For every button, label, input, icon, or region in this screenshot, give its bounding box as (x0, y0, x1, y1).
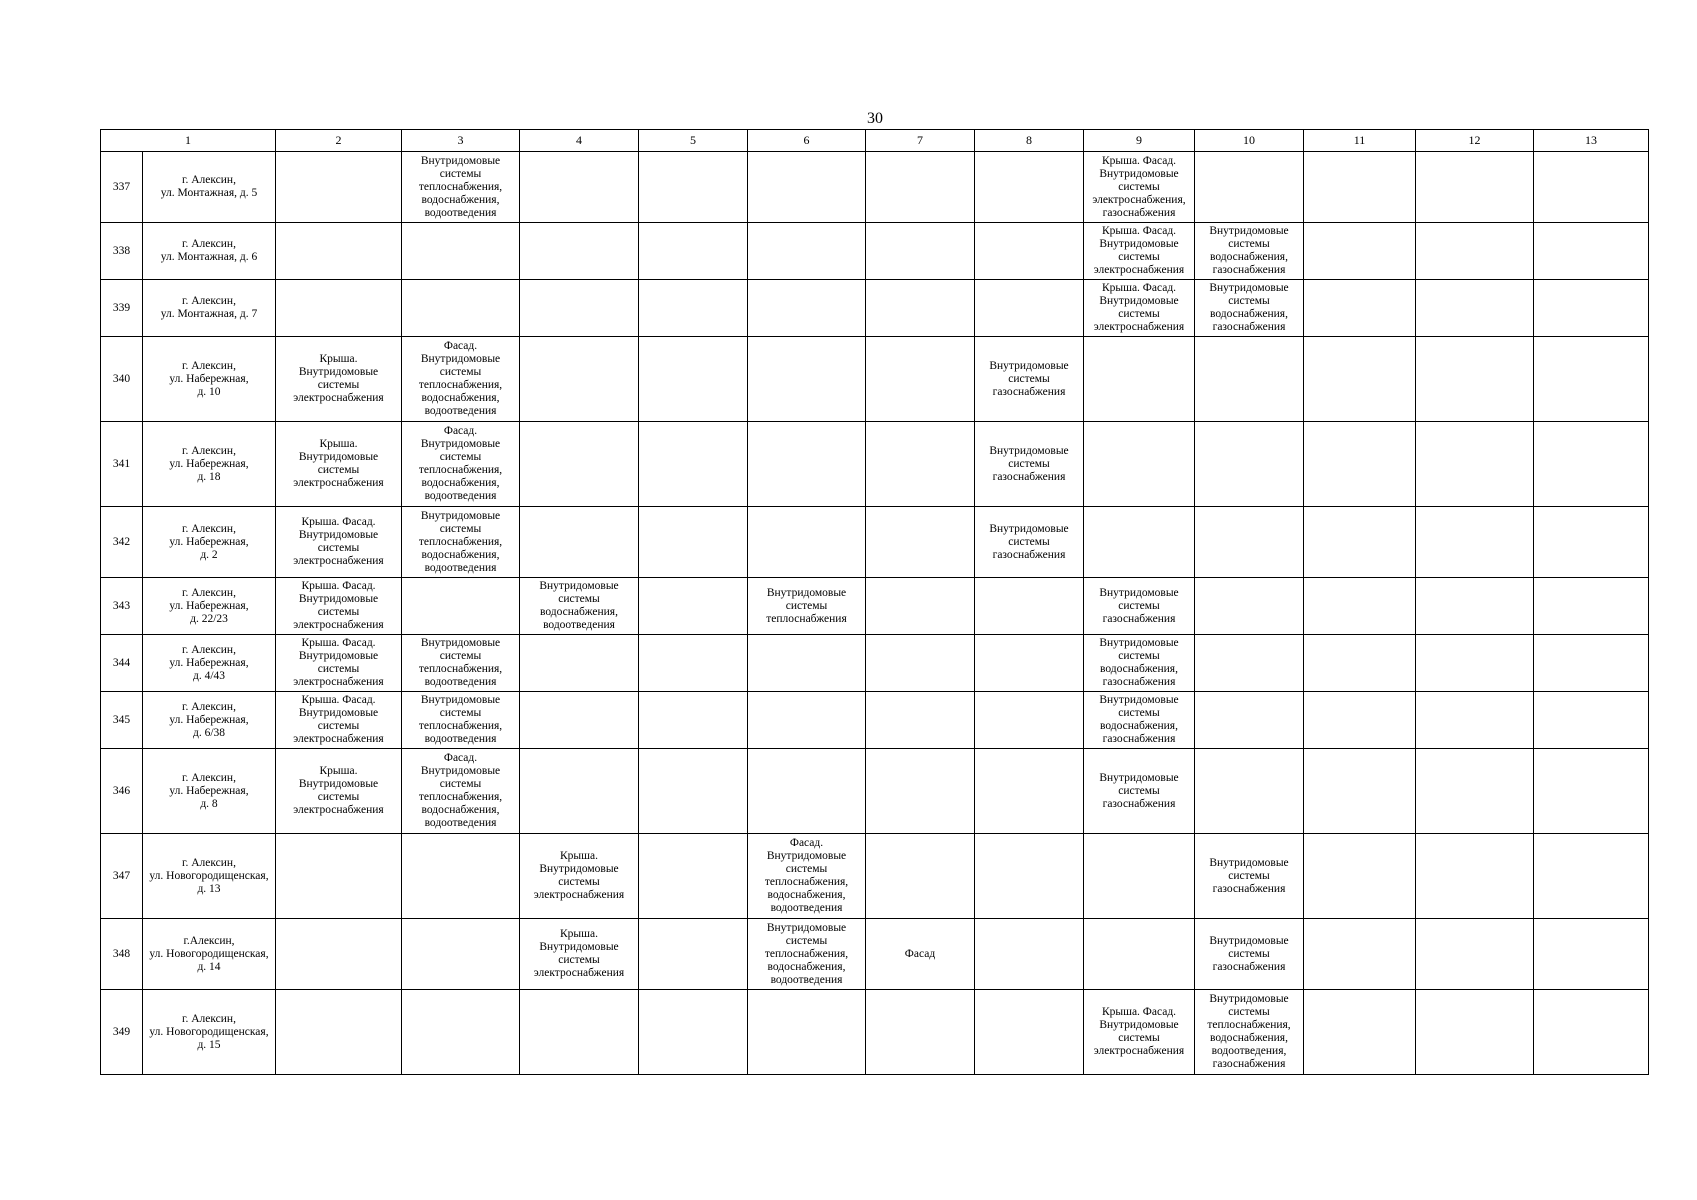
work-cell-col-8 (975, 692, 1084, 749)
work-cell-col-5 (639, 280, 748, 337)
work-cell-col-9: Внутридомовые системы газоснабжения (1084, 578, 1195, 635)
row-number: 338 (101, 223, 143, 280)
address-cell: г. Алексин, ул. Набережная, д. 8 (143, 749, 276, 834)
work-cell-col-9: Внутридомовые системы газоснабжения (1084, 749, 1195, 834)
column-header: 10 (1195, 130, 1304, 152)
table-row (101, 578, 1649, 635)
work-cell-col-12 (1416, 692, 1534, 749)
work-cell-col-4 (520, 635, 639, 692)
work-cell-col-5 (639, 919, 748, 990)
work-cell-col-12 (1416, 919, 1534, 990)
work-cell-col-9: Крыша. Фасад. Внутридомовые системы электроснабжения (1084, 223, 1195, 280)
work-cell-col-12 (1416, 507, 1534, 578)
work-cell-col-12 (1416, 578, 1534, 635)
work-cell-col-2: Крыша. Внутридомовые системы электроснабжения (276, 422, 402, 507)
work-cell-col-4 (520, 280, 639, 337)
work-cell-col-3 (402, 223, 520, 280)
work-cell-col-10: Внутридомовые системы газоснабжения (1195, 834, 1304, 919)
work-cell-col-3: Фасад. Внутридомовые системы теплоснабжения, водоснабжения, водоотведения (402, 749, 520, 834)
work-cell-col-10 (1195, 635, 1304, 692)
work-cell-col-13 (1534, 635, 1649, 692)
column-header: 9 (1084, 130, 1195, 152)
work-cell-col-13 (1534, 152, 1649, 223)
work-cell-col-7 (866, 152, 975, 223)
work-cell-col-13 (1534, 337, 1649, 422)
column-header: 4 (520, 130, 639, 152)
work-cell-col-10: Внутридомовые системы водоснабжения, газоснабжения (1195, 223, 1304, 280)
column-header: 11 (1304, 130, 1416, 152)
work-cell-col-3: Фасад. Внутридомовые системы теплоснабжения, водоснабжения, водоотведения (402, 422, 520, 507)
work-cell-col-5 (639, 507, 748, 578)
work-cell-col-7 (866, 507, 975, 578)
work-cell-col-6 (748, 280, 866, 337)
column-header: 1 (101, 130, 276, 152)
work-cell-col-5 (639, 578, 748, 635)
work-cell-col-5 (639, 422, 748, 507)
work-cell-col-7 (866, 422, 975, 507)
work-cell-col-3 (402, 919, 520, 990)
work-cell-col-12 (1416, 834, 1534, 919)
work-cell-col-4: Крыша. Внутридомовые системы электроснабжения (520, 834, 639, 919)
work-cell-col-5 (639, 337, 748, 422)
address-cell: г. Алексин, ул. Монтажная, д. 6 (143, 223, 276, 280)
work-cell-col-2 (276, 280, 402, 337)
work-cell-col-4 (520, 422, 639, 507)
work-cell-col-4 (520, 152, 639, 223)
work-cell-col-11 (1304, 635, 1416, 692)
work-cell-col-7 (866, 635, 975, 692)
address-cell: г.Алексин, ул. Новогородищенская, д. 14 (143, 919, 276, 990)
work-cell-col-6 (748, 223, 866, 280)
page-number: 30 (867, 110, 883, 127)
column-header: 6 (748, 130, 866, 152)
work-cell-col-5 (639, 223, 748, 280)
work-cell-col-7 (866, 834, 975, 919)
work-cell-col-11 (1304, 223, 1416, 280)
address-cell: г. Алексин, ул. Монтажная, д. 5 (143, 152, 276, 223)
work-cell-col-2 (276, 990, 402, 1075)
work-cell-col-3: Внутридомовые системы теплоснабжения, водоотведения (402, 635, 520, 692)
work-cell-col-7 (866, 337, 975, 422)
work-cell-col-6 (748, 990, 866, 1075)
work-cell-col-6: Фасад. Внутридомовые системы теплоснабжения, водоснабжения, водоотведения (748, 834, 866, 919)
work-cell-col-11 (1304, 152, 1416, 223)
work-cell-col-2: Крыша. Фасад. Внутридомовые системы электроснабжения (276, 692, 402, 749)
work-cell-col-9 (1084, 337, 1195, 422)
work-cell-col-7 (866, 280, 975, 337)
work-cell-col-10 (1195, 507, 1304, 578)
work-cell-col-7 (866, 578, 975, 635)
work-cell-col-10 (1195, 152, 1304, 223)
work-cell-col-11 (1304, 507, 1416, 578)
address-cell: г. Алексин, ул. Монтажная, д. 7 (143, 280, 276, 337)
work-cell-col-3 (402, 834, 520, 919)
work-cell-col-2 (276, 223, 402, 280)
work-cell-col-6 (748, 692, 866, 749)
work-cell-col-13 (1534, 578, 1649, 635)
address-cell: г. Алексин, ул. Набережная, д. 2 (143, 507, 276, 578)
work-cell-col-13 (1534, 692, 1649, 749)
work-cell-col-8 (975, 990, 1084, 1075)
work-cell-col-8 (975, 223, 1084, 280)
work-cell-col-6 (748, 507, 866, 578)
work-cell-col-2: Крыша. Фасад. Внутридомовые системы электроснабжения (276, 635, 402, 692)
work-cell-col-8 (975, 834, 1084, 919)
row-number: 349 (101, 990, 143, 1075)
work-cell-col-9: Крыша. Фасад. Внутридомовые системы электроснабжения (1084, 990, 1195, 1075)
table-row (101, 635, 1649, 692)
work-cell-col-8 (975, 635, 1084, 692)
table-row (101, 919, 1649, 990)
work-cell-col-10: Внутридомовые системы водоснабжения, газоснабжения (1195, 280, 1304, 337)
repair-schedule-table (100, 129, 1649, 1075)
work-cell-col-2: Крыша. Внутридомовые системы электроснабжения (276, 749, 402, 834)
work-cell-col-2 (276, 152, 402, 223)
work-cell-col-4 (520, 337, 639, 422)
work-cell-col-7: Фасад (866, 919, 975, 990)
work-cell-col-11 (1304, 578, 1416, 635)
work-cell-col-8 (975, 578, 1084, 635)
table-row (101, 152, 1649, 223)
row-number: 341 (101, 422, 143, 507)
column-header: 12 (1416, 130, 1534, 152)
row-number: 347 (101, 834, 143, 919)
work-cell-col-4 (520, 990, 639, 1075)
row-number: 344 (101, 635, 143, 692)
work-cell-col-6: Внутридомовые системы теплоснабжения, водоснабжения, водоотведения (748, 919, 866, 990)
work-cell-col-3: Фасад. Внутридомовые системы теплоснабжения, водоснабжения, водоотведения (402, 337, 520, 422)
work-cell-col-4: Внутридомовые системы водоснабжения, водоотведения (520, 578, 639, 635)
work-cell-col-7 (866, 990, 975, 1075)
work-cell-col-6 (748, 152, 866, 223)
work-cell-col-13 (1534, 919, 1649, 990)
work-cell-col-5 (639, 990, 748, 1075)
work-cell-col-10 (1195, 749, 1304, 834)
work-cell-col-6 (748, 422, 866, 507)
work-cell-col-10: Внутридомовые системы газоснабжения (1195, 919, 1304, 990)
work-cell-col-3 (402, 990, 520, 1075)
address-cell: г. Алексин, ул. Набережная, д. 18 (143, 422, 276, 507)
row-number: 348 (101, 919, 143, 990)
work-cell-col-2: Крыша. Внутридомовые системы электроснабжения (276, 337, 402, 422)
work-cell-col-12 (1416, 990, 1534, 1075)
work-cell-col-8: Внутридомовые системы газоснабжения (975, 422, 1084, 507)
work-cell-col-6: Внутридомовые системы теплоснабжения (748, 578, 866, 635)
work-cell-col-3: Внутридомовые системы теплоснабжения, водоснабжения, водоотведения (402, 507, 520, 578)
column-header: 5 (639, 130, 748, 152)
address-cell: г. Алексин, ул. Новогородищенская, д. 13 (143, 834, 276, 919)
work-cell-col-6 (748, 749, 866, 834)
work-cell-col-9: Крыша. Фасад. Внутридомовые системы электроснабжения (1084, 280, 1195, 337)
row-number: 340 (101, 337, 143, 422)
table-row (101, 749, 1649, 834)
work-cell-col-3: Внутридомовые системы теплоснабжения, водоотведения (402, 692, 520, 749)
work-cell-col-13 (1534, 834, 1649, 919)
work-cell-col-8 (975, 919, 1084, 990)
work-cell-col-4 (520, 749, 639, 834)
work-cell-col-12 (1416, 635, 1534, 692)
work-cell-col-10 (1195, 337, 1304, 422)
column-header: 8 (975, 130, 1084, 152)
column-header: 3 (402, 130, 520, 152)
work-cell-col-2 (276, 919, 402, 990)
work-cell-col-11 (1304, 749, 1416, 834)
work-cell-col-13 (1534, 507, 1649, 578)
work-cell-col-2: Крыша. Фасад. Внутридомовые системы электроснабжения (276, 507, 402, 578)
work-cell-col-13 (1534, 280, 1649, 337)
work-cell-col-9 (1084, 919, 1195, 990)
row-number: 339 (101, 280, 143, 337)
work-cell-col-4 (520, 223, 639, 280)
address-cell: г. Алексин, ул. Набережная, д. 6/38 (143, 692, 276, 749)
work-cell-col-11 (1304, 280, 1416, 337)
table-row (101, 337, 1649, 422)
row-number: 346 (101, 749, 143, 834)
table-row (101, 692, 1649, 749)
work-cell-col-10 (1195, 578, 1304, 635)
work-cell-col-11 (1304, 422, 1416, 507)
work-cell-col-13 (1534, 223, 1649, 280)
work-cell-col-12 (1416, 337, 1534, 422)
work-cell-col-4 (520, 692, 639, 749)
column-header: 13 (1534, 130, 1649, 152)
work-cell-col-6 (748, 337, 866, 422)
table-row (101, 223, 1649, 280)
row-number: 342 (101, 507, 143, 578)
work-cell-col-12 (1416, 152, 1534, 223)
work-cell-col-5 (639, 834, 748, 919)
work-cell-col-5 (639, 692, 748, 749)
work-cell-col-12 (1416, 223, 1534, 280)
work-cell-col-12 (1416, 749, 1534, 834)
work-cell-col-3 (402, 578, 520, 635)
work-cell-col-13 (1534, 422, 1649, 507)
work-cell-col-12 (1416, 280, 1534, 337)
table-row (101, 990, 1649, 1075)
work-cell-col-3: Внутридомовые системы теплоснабжения, водоснабжения, водоотведения (402, 152, 520, 223)
work-cell-col-13 (1534, 749, 1649, 834)
work-cell-col-5 (639, 152, 748, 223)
work-cell-col-7 (866, 749, 975, 834)
work-cell-col-5 (639, 749, 748, 834)
work-cell-col-12 (1416, 422, 1534, 507)
work-cell-col-13 (1534, 990, 1649, 1075)
work-cell-col-8 (975, 749, 1084, 834)
table-row (101, 834, 1649, 919)
work-cell-col-7 (866, 223, 975, 280)
address-cell: г. Алексин, ул. Набережная, д. 22/23 (143, 578, 276, 635)
work-cell-col-11 (1304, 692, 1416, 749)
work-cell-col-9 (1084, 422, 1195, 507)
work-cell-col-6 (748, 635, 866, 692)
work-cell-col-8 (975, 280, 1084, 337)
table-row (101, 507, 1649, 578)
work-cell-col-9: Внутридомовые системы водоснабжения, газоснабжения (1084, 635, 1195, 692)
work-cell-col-10 (1195, 422, 1304, 507)
work-cell-col-10: Внутридомовые системы теплоснабжения, водоснабжения, водоотведения, газоснабжения (1195, 990, 1304, 1075)
work-cell-col-9 (1084, 507, 1195, 578)
work-cell-col-9 (1084, 834, 1195, 919)
work-cell-col-8: Внутридомовые системы газоснабжения (975, 337, 1084, 422)
column-header: 7 (866, 130, 975, 152)
work-cell-col-11 (1304, 337, 1416, 422)
table-row (101, 280, 1649, 337)
work-cell-col-8: Внутридомовые системы газоснабжения (975, 507, 1084, 578)
column-number-row (101, 130, 1649, 152)
work-cell-col-5 (639, 635, 748, 692)
work-cell-col-4 (520, 507, 639, 578)
work-cell-col-11 (1304, 919, 1416, 990)
column-header: 2 (276, 130, 402, 152)
work-cell-col-9: Внутридомовые системы водоснабжения, газоснабжения (1084, 692, 1195, 749)
work-cell-col-10 (1195, 692, 1304, 749)
work-cell-col-2 (276, 834, 402, 919)
row-number: 337 (101, 152, 143, 223)
row-number: 343 (101, 578, 143, 635)
work-cell-col-2: Крыша. Фасад. Внутридомовые системы электроснабжения (276, 578, 402, 635)
work-cell-col-11 (1304, 834, 1416, 919)
work-cell-col-4: Крыша. Внутридомовые системы электроснабжения (520, 919, 639, 990)
work-cell-col-11 (1304, 990, 1416, 1075)
address-cell: г. Алексин, ул. Набережная, д. 10 (143, 337, 276, 422)
work-cell-col-9: Крыша. Фасад. Внутридомовые системы электроснабжения, газоснабжения (1084, 152, 1195, 223)
work-cell-col-3 (402, 280, 520, 337)
work-cell-col-7 (866, 692, 975, 749)
row-number: 345 (101, 692, 143, 749)
work-cell-col-8 (975, 152, 1084, 223)
address-cell: г. Алексин, ул. Новогородищенская, д. 15 (143, 990, 276, 1075)
address-cell: г. Алексин, ул. Набережная, д. 4/43 (143, 635, 276, 692)
table-row (101, 422, 1649, 507)
